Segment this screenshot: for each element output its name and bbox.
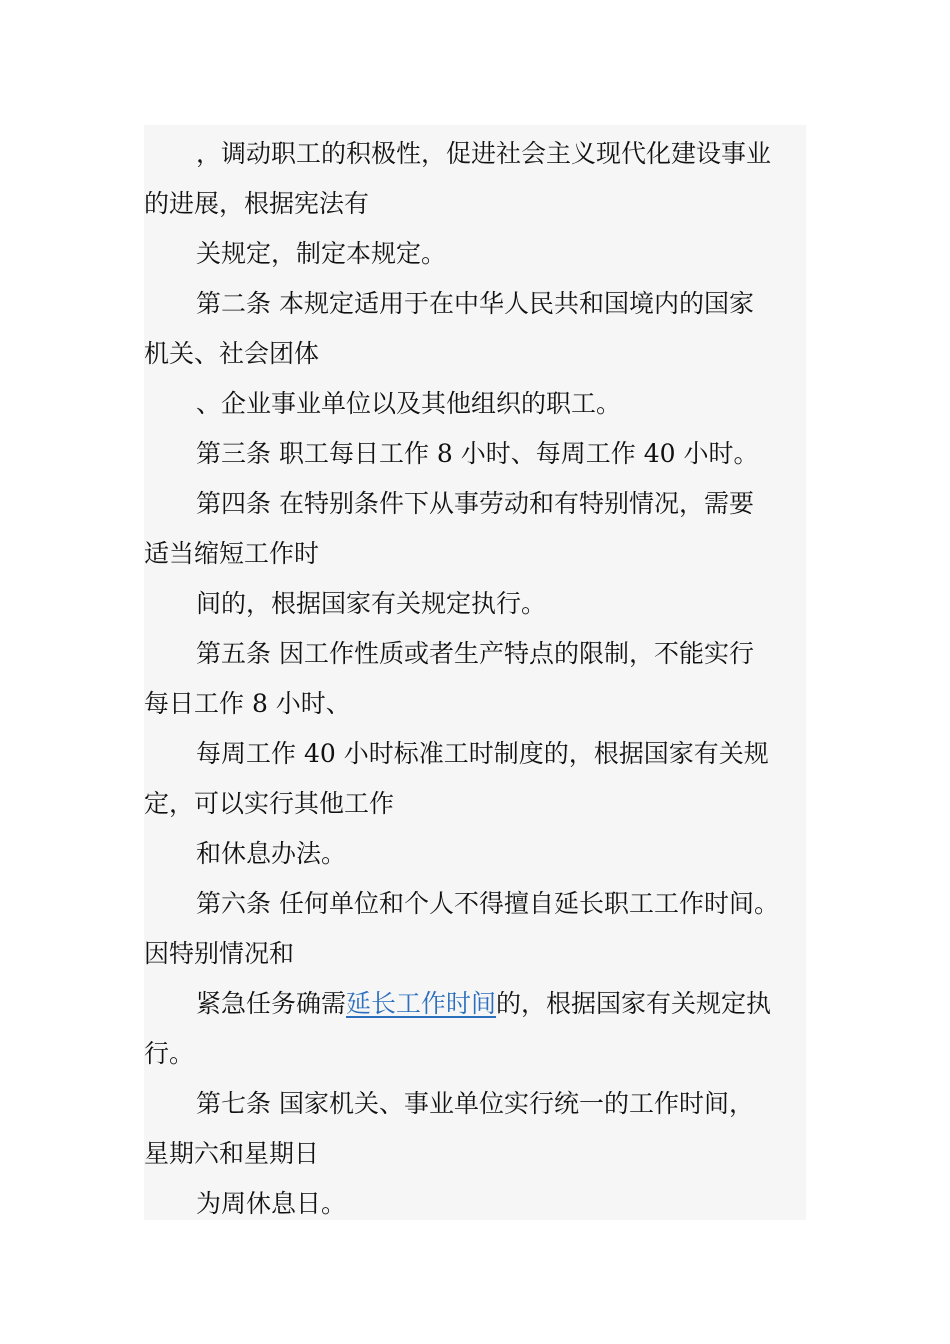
- line-text: 的，根据国家有关规定执: [496, 989, 772, 1018]
- line-text: 第二条 本规定适用于在中华人民共和国境内的国家: [196, 289, 754, 318]
- paragraph-preamble-2: [144, 229, 806, 279]
- line-continuation: 定，可以实行其他工作: [144, 789, 395, 818]
- line-text: 每周工作 40 小时标准工时制度的，根据国家有关规: [196, 739, 769, 768]
- line-continuation: 的进展，根据宪法有: [144, 189, 370, 218]
- line-continuation: 每日工作 8 小时、: [144, 689, 351, 718]
- paragraph-article-4-cont: [144, 579, 806, 629]
- line-text: 第三条 职工每日工作 8 小时、每周工作 40 小时。: [196, 439, 759, 468]
- line-text: 第六条 任何单位和个人不得擅自延长职工工作时间。: [196, 889, 779, 918]
- paragraph-article-2-cont: [144, 379, 806, 429]
- paragraph-article-3: [144, 429, 806, 479]
- line-continuation: 星期六和星期日: [144, 1139, 320, 1168]
- line-text: 间的，根据国家有关规定执行。: [196, 589, 547, 618]
- line-continuation: 机关、社会团体: [144, 339, 320, 368]
- line-text: 关规定，制定本规定。: [196, 239, 447, 268]
- paragraph-article-2: [144, 279, 806, 379]
- paragraph-article-7: [144, 1079, 806, 1179]
- line-text: 第五条 因工作性质或者生产特点的限制，不能实行: [196, 639, 754, 668]
- line-text: 和休息办法。: [196, 839, 347, 868]
- paragraph-article-4: [144, 479, 806, 579]
- paragraph-article-7-cont: [144, 1179, 806, 1229]
- line-text: 紧急任务确需: [196, 989, 347, 1018]
- line-continuation: 因特别情况和: [144, 939, 295, 968]
- extend-working-hours-link[interactable]: 延长工作时间: [346, 989, 497, 1018]
- paragraph-preamble-1: [144, 129, 806, 229]
- line-text: 第七条 国家机关、事业单位实行统一的工作时间，: [196, 1089, 754, 1118]
- line-text: 第四条 在特别条件下从事劳动和有特别情况，需要: [196, 489, 754, 518]
- paragraph-article-5-cont: [144, 729, 806, 829]
- line-text: 、企业事业单位以及其他组织的职工。: [196, 389, 622, 418]
- regulation-text-block: [144, 125, 806, 1220]
- line-continuation: 适当缩短工作时: [144, 539, 320, 568]
- line-continuation: 行。: [144, 1039, 195, 1068]
- paragraph-article-6-cont: [144, 979, 806, 1079]
- paragraph-article-5: [144, 629, 806, 729]
- line-text: ，调动职工的积极性，促进社会主义现代化建设事业: [196, 139, 772, 168]
- line-text: 为周休息日。: [196, 1189, 347, 1218]
- paragraph-article-5-end: [144, 829, 806, 879]
- paragraph-article-6: [144, 879, 806, 979]
